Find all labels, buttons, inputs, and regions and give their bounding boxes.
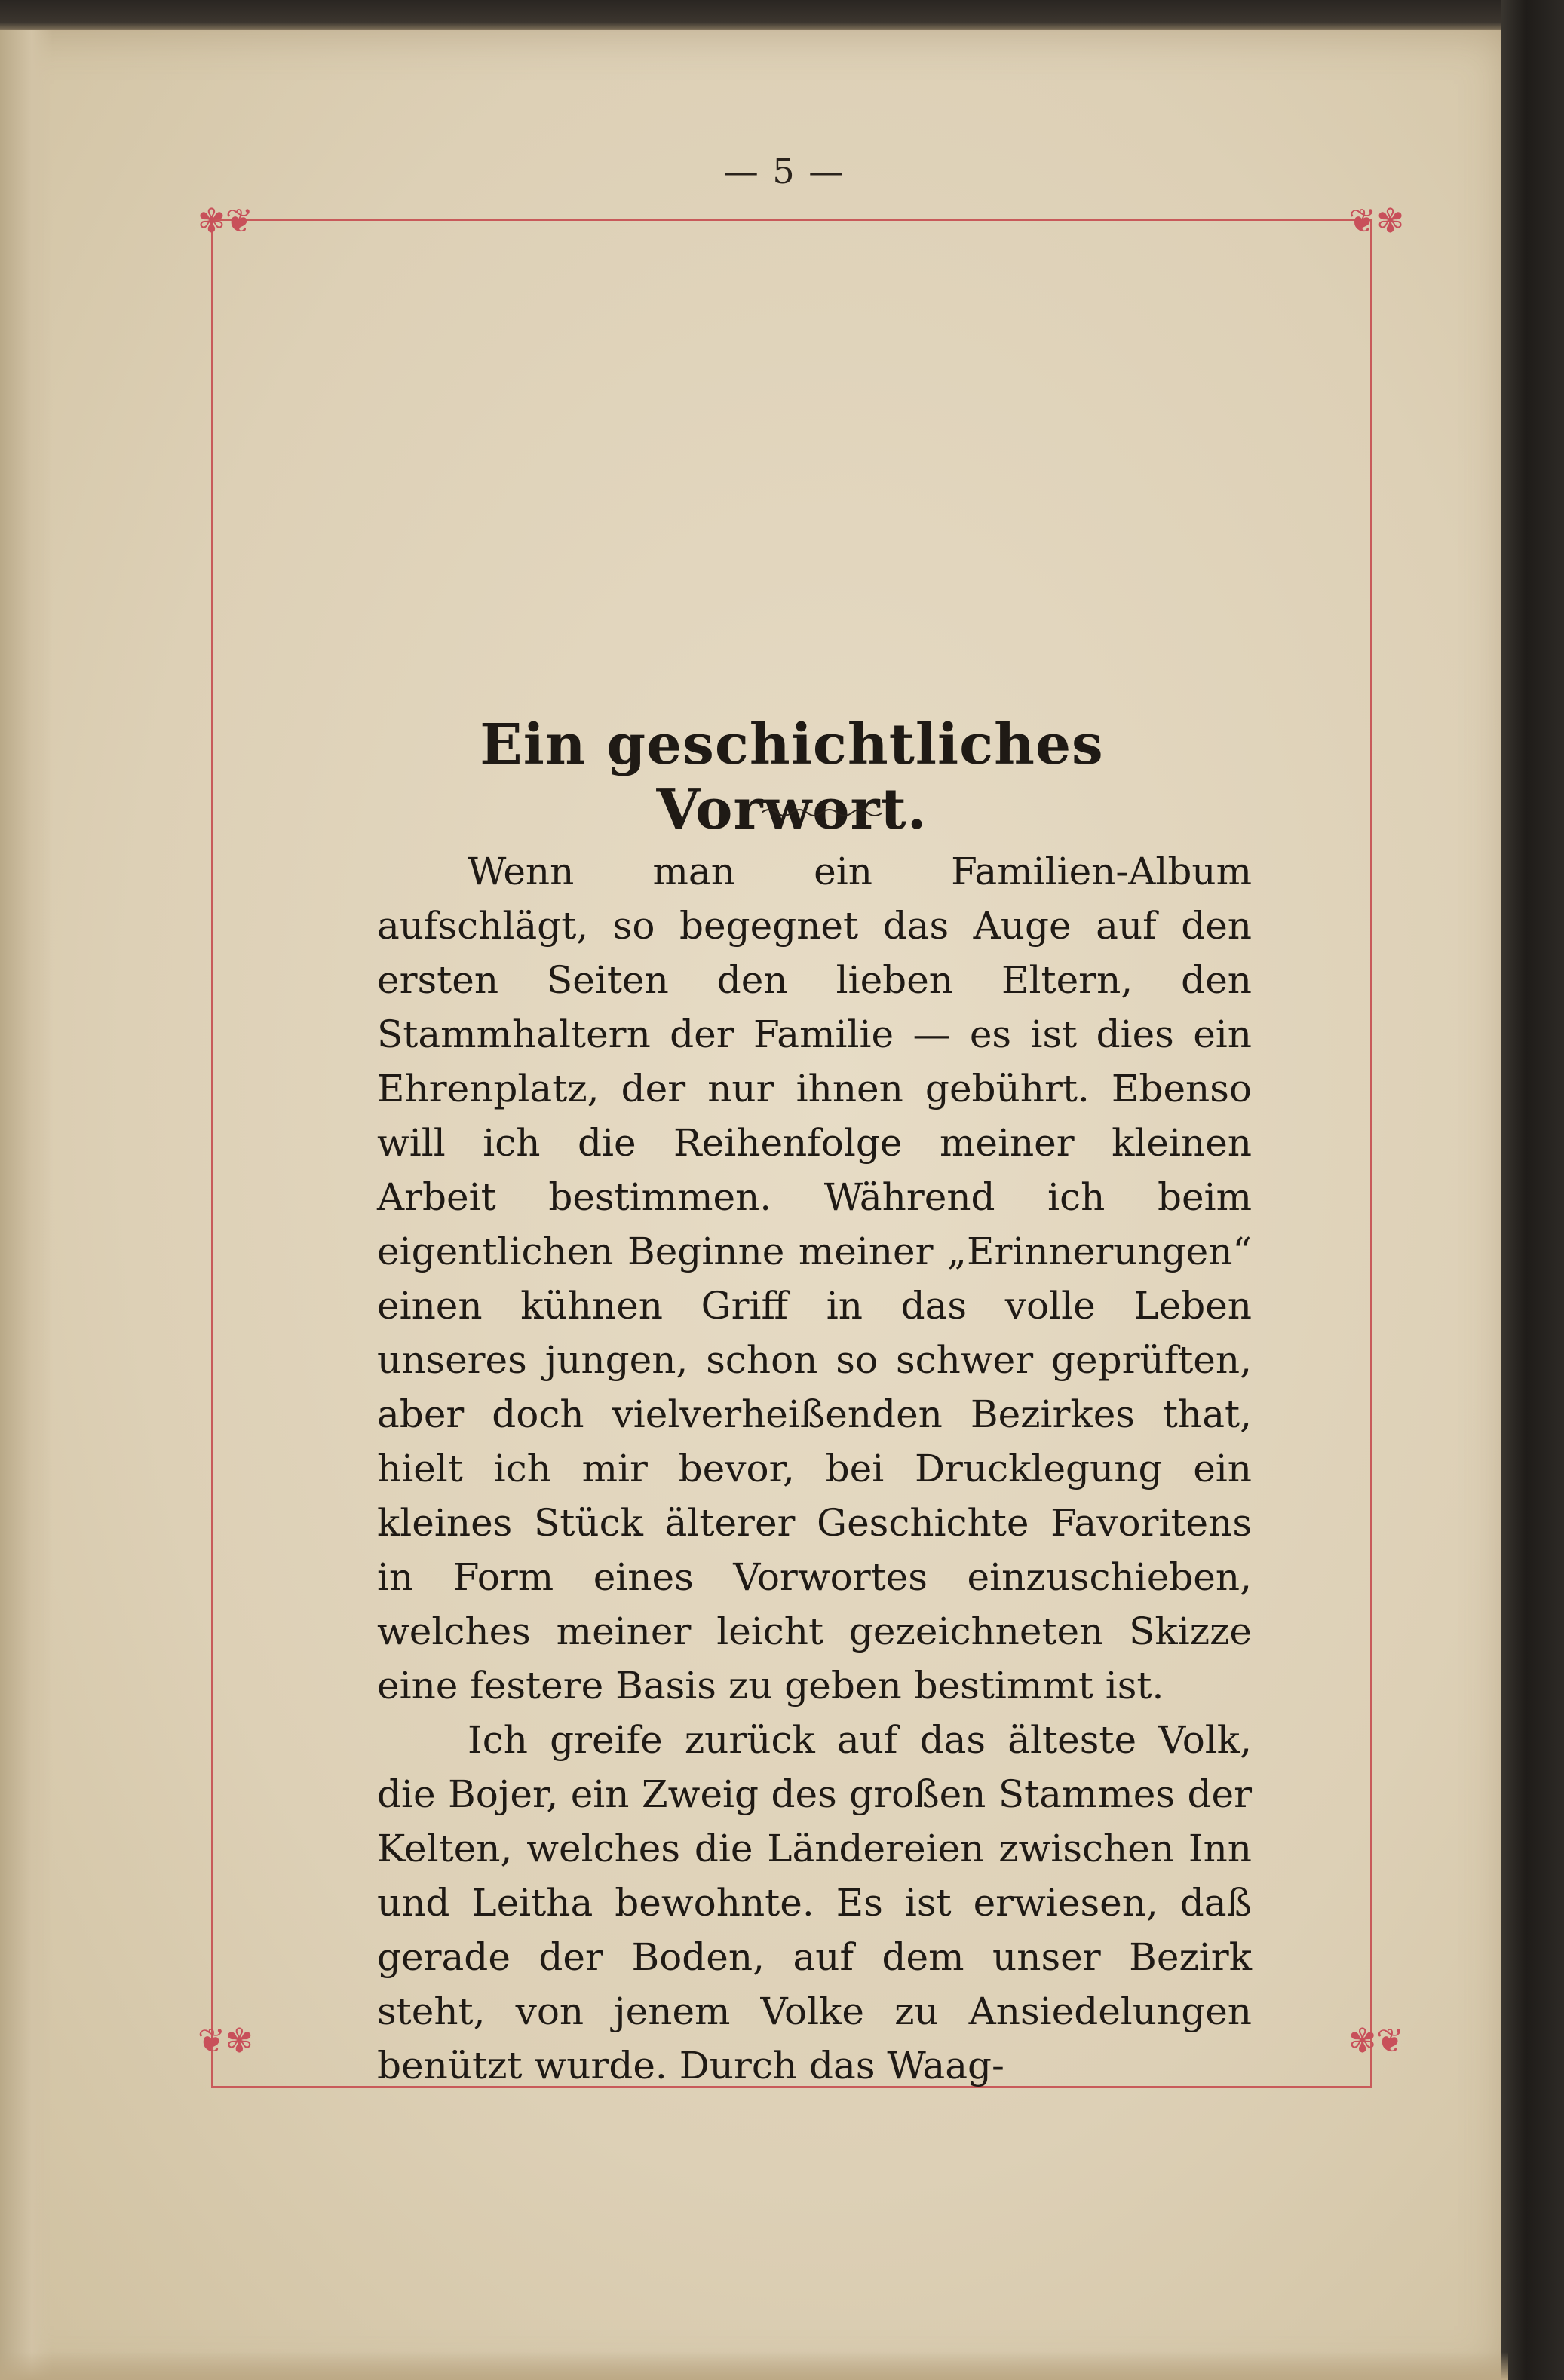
paragraph: Wenn man ein Familien-Album aufschlägt, so begegnet das Auge auf den ersten Seiten den lieben Eltern, den Stammhaltern der Familie — es ist dies ein Ehrenplatz, der nur ihnen gebührt. Ebenso will ich die Reihenfolge meiner kleinen Arbeit bestimmen. Während ich beim eigentlichen Beginne meiner „Erinnerungen“ einen kühnen Griff in das volle Leben unseres jungen, schon so schwer geprüften, aber doch vielverheißenden Bezirkes that, hielt ich mir bevor, bei Drucklegung ein kleines Stück älterer Geschichte Favoritens in Form eines Vorwortes einzuschieben, welches meiner leicht gezeichneten Skizze eine festere Basis zu geben bestimmt ist.: [377, 850, 1252, 1708]
floral-corner-icon: ❦✾: [198, 2022, 253, 2060]
floral-corner-icon: ✾❦: [1348, 2022, 1404, 2060]
book-top-edge: [0, 0, 1508, 32]
floral-corner-icon: ❦✾: [1348, 202, 1404, 240]
book-cover-edge: [1501, 0, 1564, 2380]
wavy-divider-icon: [762, 805, 882, 820]
book-bottom-edge: [0, 2352, 1508, 2380]
floral-corner-icon: ✾❦: [198, 202, 253, 240]
page-gutter: [0, 30, 53, 2380]
chapter-heading: Ein geschichtliches Vorwort.: [480, 712, 1104, 842]
page-number: — 5 —: [723, 151, 845, 191]
body-text: [377, 844, 1252, 2093]
paragraph: Ich greife zurück auf das älteste Volk, die Bojer, ein Zweig des großen Stammes der Kelten, welches die Ländereien zwischen Inn und Leitha bewohnte. Es ist erwiesen, daß gerade der Boden, auf dem unser Bezirk steht, von jenem Volke zu Ansiedelungen benützt wurde. Durch das Waag-: [377, 1718, 1252, 2087]
